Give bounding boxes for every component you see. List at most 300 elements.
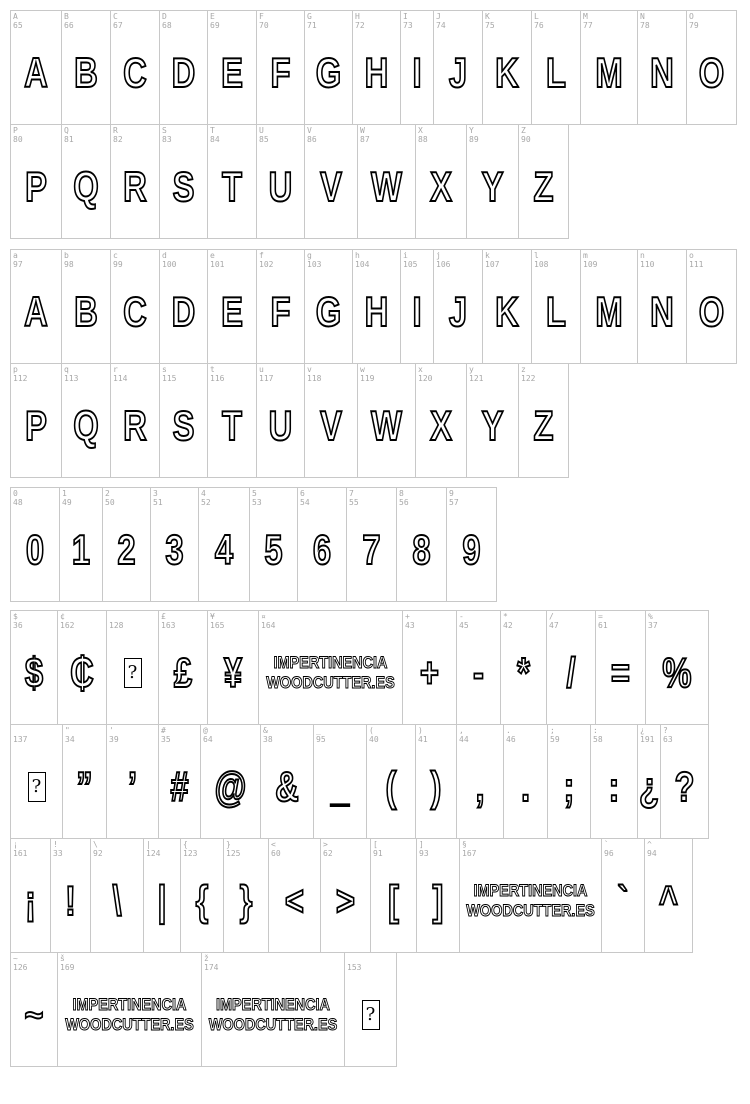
- glyph-sample: .: [520, 762, 531, 810]
- glyph-char-name: [: [373, 840, 378, 849]
- glyph-cell: [10, 249, 62, 364]
- glyph-sample: &: [275, 762, 299, 810]
- glyph-sample: U: [268, 162, 293, 210]
- glyph-sample: ₵: [70, 648, 94, 696]
- glyph-sample: 3: [165, 525, 184, 573]
- glyph-cell: [150, 487, 199, 602]
- glyph-char-code: 78: [640, 21, 650, 30]
- glyph-label: [210, 612, 224, 630]
- glyph-cell: [503, 724, 548, 839]
- glyph-label: [418, 726, 428, 744]
- glyph-sample: Z: [533, 162, 554, 210]
- glyph-label: [109, 726, 119, 744]
- glyph-sample: C: [123, 287, 147, 335]
- glyph-char-code: 61: [598, 621, 608, 630]
- glyph-label: [300, 489, 310, 507]
- glyph-cell: [207, 124, 257, 239]
- missing-glyph-box: ?: [28, 772, 46, 802]
- glyph-cell: [482, 249, 532, 364]
- glyph-char-name: M: [583, 12, 588, 21]
- glyph-cell: [547, 724, 591, 839]
- glyph-char-name: §: [462, 840, 467, 849]
- glyph-label: [113, 251, 123, 269]
- glyph-label: [153, 489, 163, 507]
- glyph-char-code: 91: [373, 849, 383, 858]
- glyph-char-name: t: [210, 365, 215, 374]
- glyph-label: [485, 12, 495, 30]
- glyph-char-code: 90: [521, 135, 531, 144]
- glyph-char-code: 37: [648, 621, 658, 630]
- glyph-label: [113, 365, 127, 383]
- glyph-cell: [159, 10, 208, 125]
- glyph-char-code: 76: [534, 21, 544, 30]
- glyph-char-name: ¥: [210, 612, 215, 621]
- glyph-char-code: 39: [109, 735, 119, 744]
- glyph-label: [161, 726, 171, 744]
- glyph-cell: [110, 10, 160, 125]
- glyph-char-name: 2: [105, 489, 110, 498]
- glyph-char-code: 124: [146, 849, 161, 858]
- glyph-char-code: 67: [113, 21, 123, 30]
- glyph-label: [62, 489, 72, 507]
- glyph-char-code: 69: [210, 21, 220, 30]
- glyph-cell: [660, 724, 709, 839]
- glyph-char-name: |: [146, 840, 151, 849]
- glyph-sample: 6: [312, 525, 332, 573]
- glyph-sample: 7: [362, 525, 381, 573]
- glyph-label: [307, 251, 321, 269]
- glyph-char-code: 57: [449, 498, 459, 507]
- glyph-sample: #: [170, 762, 189, 810]
- glyph-logo-line: WOODCUTTER.ES: [65, 1014, 194, 1034]
- glyph-cell: [102, 487, 151, 602]
- glyph-char-name: Q: [64, 126, 69, 135]
- glyph-char-name: e: [210, 251, 215, 260]
- glyph-sample: O: [698, 48, 725, 96]
- glyph-logo-line: IMPERTINENCIA: [273, 652, 388, 672]
- glyph-label: [521, 365, 535, 383]
- glyph-char-code: 107: [485, 260, 500, 269]
- glyph-char-name: d: [162, 251, 167, 260]
- glyph-sample: ]: [432, 876, 444, 924]
- glyph-char-name: z: [521, 365, 526, 374]
- glyph-label: [259, 365, 273, 383]
- glyph-char-code: 47: [549, 621, 559, 630]
- glyph-char-name: k: [485, 251, 490, 260]
- glyph-char-code: 63: [663, 735, 673, 744]
- glyph-label: [201, 489, 211, 507]
- glyph-label: [210, 251, 224, 269]
- glyph-char-code: 59: [550, 735, 560, 744]
- glyph-cell: [370, 838, 417, 953]
- glyph-char-name: j: [436, 251, 441, 260]
- glyph-cell: [207, 249, 257, 364]
- glyph-cell: [61, 10, 111, 125]
- glyph-char-name: ž: [204, 954, 209, 963]
- glyph-label: [598, 612, 608, 630]
- glyph-sample: H: [364, 287, 389, 335]
- glyph-cell: [10, 363, 62, 478]
- glyph-sample: $: [24, 648, 44, 696]
- glyph-sample: T: [221, 162, 243, 210]
- glyph-cell: [61, 249, 111, 364]
- glyph-sample: ”: [76, 762, 93, 810]
- glyph-sample: F: [270, 48, 291, 96]
- glyph-sample: +: [419, 648, 440, 696]
- glyph-label: [64, 365, 78, 383]
- glyph-sample: G: [315, 48, 342, 96]
- glyph-char-code: 74: [436, 21, 446, 30]
- glyph-char-name: x: [418, 365, 423, 374]
- glyph-char-code: 35: [161, 735, 171, 744]
- glyph-sample: ¥: [223, 648, 243, 696]
- glyph-char-name: a: [13, 251, 18, 260]
- glyph-char-code: 100: [162, 260, 177, 269]
- glyph-char-code: 125: [226, 849, 241, 858]
- glyph-sample: }: [239, 876, 253, 924]
- glyph-sample: K: [495, 287, 519, 335]
- glyph-logo-line: WOODCUTTER.ES: [466, 900, 595, 920]
- glyph-cell: [110, 124, 160, 239]
- glyph-char-name: H: [355, 12, 360, 21]
- glyph-char-name: !: [53, 840, 58, 849]
- glyph-cell: [200, 724, 261, 839]
- glyph-cell: [456, 610, 501, 725]
- glyph-char-name: B: [64, 12, 69, 21]
- glyph-label: [583, 251, 597, 269]
- glyph-sample: I: [412, 48, 422, 96]
- glyph-label: [604, 840, 614, 858]
- glyph-char-code: 68: [162, 21, 172, 30]
- glyph-sample: X: [430, 162, 452, 210]
- glyph-label: [109, 612, 123, 630]
- glyph-cell: [50, 838, 91, 953]
- glyph-char-name: &: [263, 726, 268, 735]
- glyph-label: [259, 12, 269, 30]
- glyph-char-code: 55: [349, 498, 359, 507]
- glyph-label: [549, 612, 559, 630]
- glyph-char-code: 116: [210, 374, 225, 383]
- glyph-sample: I: [412, 287, 422, 335]
- glyph-cell: [256, 249, 305, 364]
- glyph-char-name: g: [307, 251, 312, 260]
- glyph-cell: [258, 610, 403, 725]
- glyph-char-name: K: [485, 12, 490, 21]
- glyph-char-name: G: [307, 12, 312, 21]
- glyph-label: [647, 840, 657, 858]
- glyph-cell: [546, 610, 596, 725]
- glyph-char-code: 98: [64, 260, 74, 269]
- glyph-char-name: =: [598, 612, 603, 621]
- glyph-char-code: 101: [210, 260, 225, 269]
- glyph-char-code: 122: [521, 374, 536, 383]
- glyph-sample: E: [221, 48, 243, 96]
- glyph-sample: ¿: [638, 762, 660, 810]
- glyph-char-code: 83: [162, 135, 172, 144]
- glyph-label: [403, 251, 417, 269]
- glyph-char-code: 169: [60, 963, 75, 972]
- glyph-char-code: 117: [259, 374, 274, 383]
- glyph-cell: [446, 487, 497, 602]
- glyph-sample: ,: [475, 762, 485, 810]
- glyph-cell: [249, 487, 298, 602]
- glyph-char-code: 58: [593, 735, 603, 744]
- glyph-cell: [313, 724, 367, 839]
- glyph-logo: [266, 629, 395, 716]
- glyph-sample: \: [112, 876, 122, 924]
- glyph-char-name: i: [403, 251, 408, 260]
- glyph-sample: ~: [24, 990, 44, 1038]
- glyph-sample: H: [364, 48, 389, 96]
- glyph-sample: [: [388, 876, 399, 924]
- glyph-sample: V: [320, 401, 342, 449]
- glyph-char-code: 93: [419, 849, 429, 858]
- glyph-cell: [595, 610, 646, 725]
- glyph-sample: [11, 743, 62, 830]
- glyph-char-code: 109: [583, 260, 598, 269]
- glyph-label: [13, 726, 27, 744]
- glyph-cell: [346, 487, 397, 602]
- glyph-cell: [433, 10, 483, 125]
- glyph-label: [263, 726, 273, 744]
- glyph-char-code: 42: [503, 621, 513, 630]
- glyph-sample: (: [385, 762, 397, 810]
- glyph-label: [347, 954, 361, 972]
- glyph-sample: 9: [462, 525, 481, 573]
- glyph-label: [204, 954, 218, 972]
- glyph-char-code: 40: [369, 735, 379, 744]
- glyph-sample: -: [473, 648, 484, 696]
- glyph-cell: [601, 838, 645, 953]
- glyph-char-code: 48: [13, 498, 23, 507]
- glyph-char-name: £: [161, 612, 166, 621]
- glyph-label: [419, 840, 429, 858]
- glyph-char-code: 38: [263, 735, 273, 744]
- glyph-label: [271, 840, 281, 858]
- glyph-cell: [304, 363, 358, 478]
- glyph-cell: [110, 249, 160, 364]
- glyph-char-code: 84: [210, 135, 220, 144]
- glyph-label: [105, 489, 115, 507]
- glyph-char-name: O: [689, 12, 694, 21]
- glyph-cell: [686, 10, 737, 125]
- glyph-char-code: 119: [360, 374, 375, 383]
- glyph-char-name: l: [534, 251, 539, 260]
- glyph-sample: ): [430, 762, 442, 810]
- glyph-char-name: 7: [349, 489, 354, 498]
- glyph-char-name: ^: [647, 840, 652, 849]
- glyph-char-name: L: [534, 12, 539, 21]
- glyph-cell: [352, 249, 401, 364]
- glyph-sample: Y: [481, 401, 504, 449]
- glyph-label: [162, 126, 172, 144]
- glyph-label: [550, 726, 560, 744]
- glyph-sample: <: [284, 876, 305, 924]
- glyph-label: [403, 12, 413, 30]
- glyph-label: [462, 840, 476, 858]
- glyph-sample: O: [698, 287, 725, 335]
- glyph-label: [259, 251, 273, 269]
- glyph-char-code: 112: [13, 374, 28, 383]
- glyph-char-code: 99: [113, 260, 123, 269]
- glyph-char-name: X: [418, 126, 423, 135]
- glyph-char-code: 45: [459, 621, 469, 630]
- glyph-label: [162, 12, 172, 30]
- glyph-char-name: ¿: [640, 726, 645, 735]
- glyph-sample: J: [448, 48, 468, 96]
- glyph-cell: [110, 363, 160, 478]
- glyph-char-code: 94: [647, 849, 657, 858]
- glyph-char-name: 4: [201, 489, 206, 498]
- glyph-sample: X: [430, 401, 452, 449]
- glyph-char-name: ~: [13, 954, 18, 963]
- glyph-label: [640, 726, 654, 744]
- glyph-sample: A: [24, 287, 48, 335]
- glyph-cell: [304, 124, 358, 239]
- glyph-label: [307, 12, 317, 30]
- glyph-sample: 0: [25, 525, 45, 573]
- glyph-cell: [158, 610, 208, 725]
- glyph-cell: [482, 10, 532, 125]
- glyph-label: [13, 954, 27, 972]
- glyph-char-code: 60: [271, 849, 281, 858]
- glyph-char-name: r: [113, 365, 118, 374]
- glyph-char-code: 121: [469, 374, 484, 383]
- glyph-cell: [433, 249, 483, 364]
- glyph-label: [203, 726, 213, 744]
- glyph-sample: G: [315, 287, 342, 335]
- glyph-cell: [207, 610, 259, 725]
- glyph-cell: [590, 724, 638, 839]
- glyph-cell: [637, 249, 687, 364]
- glyph-label: [226, 840, 240, 858]
- glyph-label: [13, 251, 23, 269]
- glyph-char-code: 49: [62, 498, 72, 507]
- glyph-cell: [637, 724, 661, 839]
- glyph-char-name: 8: [399, 489, 404, 498]
- glyph-char-code: 165: [210, 621, 225, 630]
- glyph-cell: [686, 249, 737, 364]
- glyph-cell: [304, 10, 353, 125]
- glyph-label: [418, 365, 432, 383]
- glyph-label: [259, 126, 269, 144]
- glyph-label: [355, 251, 369, 269]
- glyph-cell: [59, 487, 103, 602]
- glyph-char-code: 102: [259, 260, 274, 269]
- glyph-label: [503, 612, 513, 630]
- glyph-sample: E: [221, 287, 243, 335]
- glyph-sample: ?: [674, 762, 695, 810]
- glyph-char-code: 51: [153, 498, 163, 507]
- glyph-cell: [396, 487, 447, 602]
- glyph-label: [93, 840, 103, 858]
- glyph-sample: Z: [533, 401, 554, 449]
- glyph-char-code: 123: [183, 849, 198, 858]
- glyph-char-name: `: [604, 840, 609, 849]
- glyph-char-code: 82: [113, 135, 123, 144]
- glyph-cell: [415, 363, 467, 478]
- glyph-label: [593, 726, 603, 744]
- glyph-sample: 1: [71, 525, 91, 573]
- glyph-label: [13, 489, 23, 507]
- glyph-label: [521, 126, 531, 144]
- glyph-cell: [106, 724, 159, 839]
- glyph-char-code: 77: [583, 21, 593, 30]
- glyph-label: [64, 251, 74, 269]
- glyph-char-name: S: [162, 126, 167, 135]
- glyph-sample: !: [65, 876, 76, 924]
- glyph-char-name: (: [369, 726, 374, 735]
- glyph-cell: [357, 363, 416, 478]
- glyph-cell: [256, 10, 305, 125]
- glyph-char-name: @: [203, 726, 208, 735]
- glyph-char-name: W: [360, 126, 365, 135]
- glyph-cell: [344, 952, 397, 1067]
- glyph-logo-line: WOODCUTTER.ES: [208, 1014, 338, 1034]
- glyph-sample: D: [171, 48, 196, 96]
- glyph-cell: [260, 724, 314, 839]
- glyph-label: [485, 251, 499, 269]
- glyph-sample: D: [171, 287, 196, 335]
- glyph-label: [146, 840, 160, 858]
- glyph-char-name: T: [210, 126, 215, 135]
- glyph-cell: [159, 249, 208, 364]
- glyph-cell: [207, 10, 257, 125]
- glyph-label: [373, 840, 383, 858]
- glyph-char-code: 34: [65, 735, 75, 744]
- glyph-sample: B: [74, 287, 98, 335]
- glyph-char-code: 118: [307, 374, 322, 383]
- glyph-cell: [500, 610, 547, 725]
- glyph-char-code: 108: [534, 260, 549, 269]
- glyph-char-name: ": [65, 726, 70, 735]
- glyph-label: [323, 840, 333, 858]
- glyph-cell: [268, 838, 321, 953]
- glyph-char-name: /: [549, 612, 554, 621]
- glyph-char-name: ¡: [13, 840, 18, 849]
- glyph-sample: 8: [412, 525, 431, 573]
- glyph-label: [113, 126, 123, 144]
- glyph-cell: [57, 952, 202, 1067]
- glyph-char-name: ;: [550, 726, 555, 735]
- glyph-label: [459, 612, 469, 630]
- glyph-char-name: _: [316, 726, 321, 735]
- glyph-char-code: 153: [347, 963, 362, 972]
- glyph-sample: Q: [73, 162, 99, 210]
- glyph-label: [13, 365, 27, 383]
- glyph-char-name: +: [405, 612, 410, 621]
- glyph-cell: [518, 363, 569, 478]
- glyph-cell: [580, 249, 638, 364]
- glyph-sample: Q: [73, 401, 99, 449]
- glyph-sample: C: [123, 48, 147, 96]
- glyph-char-code: 163: [161, 621, 176, 630]
- glyph-label: [307, 365, 321, 383]
- glyph-sample: ’: [127, 762, 138, 810]
- glyph-char-name: c: [113, 251, 118, 260]
- glyph-char-code: 95: [316, 735, 326, 744]
- glyph-cell: [402, 610, 457, 725]
- glyph-char-code: 52: [201, 498, 211, 507]
- glyph-label: [210, 365, 224, 383]
- glyph-sample: N: [650, 48, 674, 96]
- glyph-label: [506, 726, 516, 744]
- glyph-label: [183, 840, 197, 858]
- glyph-cell: [645, 610, 709, 725]
- glyph-char-code: 64: [203, 735, 213, 744]
- glyph-label: [399, 489, 409, 507]
- glyph-char-code: 36: [13, 621, 23, 630]
